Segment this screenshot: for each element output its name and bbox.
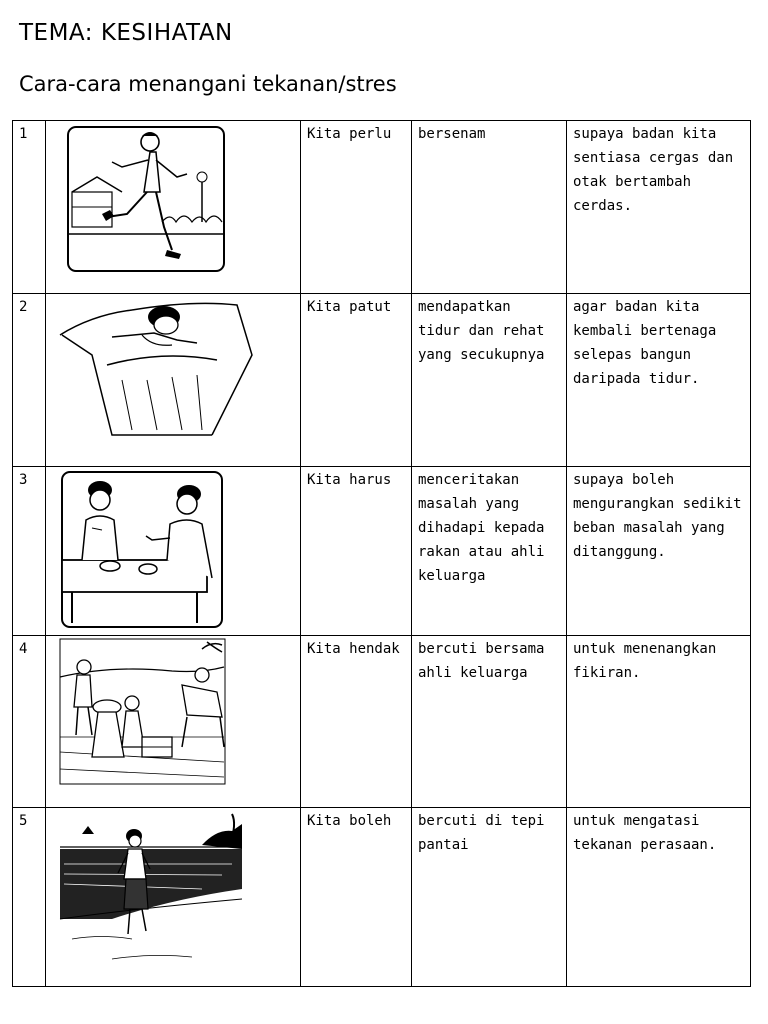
family-picnic-illustration: [52, 637, 307, 807]
action-text: bersenam: [418, 126, 486, 142]
picture-cell: [46, 121, 301, 294]
table-row: [13, 467, 751, 636]
subject-cell: [301, 636, 412, 808]
action-cell: [412, 121, 567, 294]
action-cell: [412, 467, 567, 636]
picture-cell: [46, 467, 301, 636]
subject-text: Kita patut: [307, 299, 392, 315]
row-number: 3: [13, 467, 46, 636]
table-row: [13, 808, 751, 987]
row-number: 2: [13, 294, 46, 467]
purpose-text: agar badan kita kembali bertenaga selepas bangun daripada tidur.: [573, 299, 717, 387]
purpose-text: untuk mengatasi tekanan perasaan.: [573, 813, 717, 853]
action-cell: [412, 294, 567, 467]
subject-text: Kita perlu: [307, 126, 392, 142]
purpose-cell: [567, 121, 751, 294]
subject-text: Kita hendak: [307, 641, 400, 657]
table-row: [13, 294, 751, 467]
picture-cell: [46, 294, 301, 467]
subject-text: Kita boleh: [307, 813, 392, 829]
sleeping-person-illustration: [52, 295, 307, 466]
action-cell: [412, 808, 567, 987]
purpose-cell: [567, 294, 751, 467]
row-number: 5: [13, 808, 46, 987]
page-subtitle: Cara-cara menangani tekanan/stres: [19, 72, 397, 96]
stress-management-table: [12, 120, 751, 987]
table-row: [13, 121, 751, 294]
action-cell: [412, 636, 567, 808]
subject-cell: [301, 808, 412, 987]
purpose-cell: [567, 467, 751, 636]
purpose-text: supaya badan kita sentiasa cergas dan otak bertambah cerdas.: [573, 126, 734, 214]
purpose-cell: [567, 636, 751, 808]
page-theme-title: TEMA: KESIHATAN: [19, 20, 233, 46]
purpose-text: supaya boleh mengurangkan sedikit beban masalah yang ditanggung.: [573, 472, 742, 560]
purpose-cell: [567, 808, 751, 987]
picture-cell: [46, 808, 301, 987]
running-person-illustration: [52, 122, 307, 293]
row-number: 4: [13, 636, 46, 808]
subject-cell: [301, 294, 412, 467]
subject-text: Kita harus: [307, 472, 392, 488]
subject-cell: [301, 467, 412, 636]
purpose-text: untuk menenangkan fikiran.: [573, 641, 717, 681]
action-text: menceritakan masalah yang dihadapi kepada rakan atau ahli keluarga: [418, 472, 545, 584]
beach-walk-illustration: [52, 809, 307, 986]
action-text: bercuti di tepi pantai: [418, 813, 545, 853]
table-row: [13, 636, 751, 808]
row-number: 1: [13, 121, 46, 294]
action-text: mendapatkan tidur dan rehat yang secukupnya: [418, 299, 545, 363]
picture-cell: [46, 636, 301, 808]
action-text: bercuti bersama ahli keluarga: [418, 641, 545, 681]
two-people-talking-illustration: [52, 468, 307, 635]
subject-cell: [301, 121, 412, 294]
